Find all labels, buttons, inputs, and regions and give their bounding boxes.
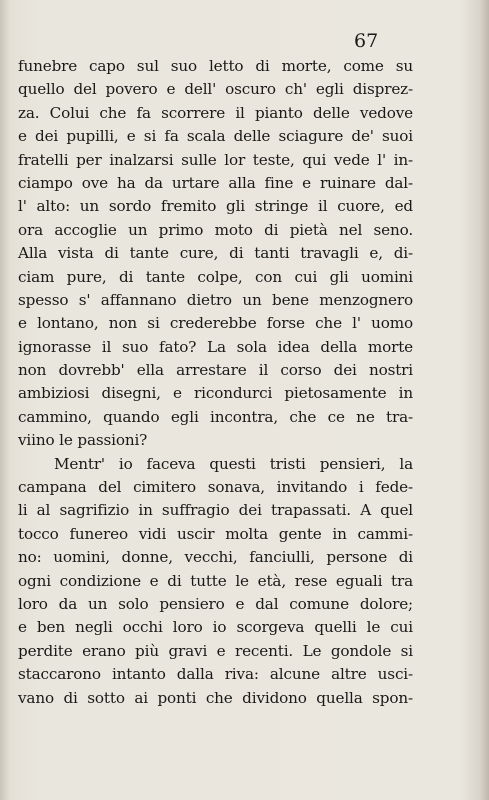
text-line: ambiziosi disegni, e ricondurci pietosamente in xyxy=(18,384,413,403)
page-number: 67 xyxy=(354,30,379,52)
text-line: l' alto: un sordo fremito gli stringe il cuore, ed xyxy=(18,197,413,216)
text-line: loro da un solo pensiero e dal comune dolore; xyxy=(18,594,413,613)
text-line: ignorasse il suo fato? La sola idea della morte xyxy=(18,337,413,356)
paragraph-end-line: viino le passioni? xyxy=(18,431,148,450)
text-line: fratelli per inalzarsi sulle lor teste, qui vede l' in- xyxy=(18,150,413,169)
text-line: vano di sotto ai ponti che dividono quella spon- xyxy=(18,688,413,707)
text-line: li al sagrifizio in suffragio dei trapassati. A quel xyxy=(18,501,413,520)
paragraph-start-line: Mentr' io faceva questi tristi pensieri, la xyxy=(54,454,413,473)
body-text xyxy=(18,55,413,710)
text-line: e ben negli occhi loro io scorgeva quelli le cui xyxy=(18,618,413,637)
text-line: e dei pupilli, e si fa scala delle sciagure de' suoi xyxy=(18,127,413,146)
text-line: ogni condizione e di tutte le età, rese eguali tra xyxy=(18,571,413,590)
text-line: za. Colui che fa scorrere il pianto delle vedove xyxy=(18,103,413,122)
text-line: ciam pure, di tante colpe, con cui gli uomini xyxy=(18,267,413,286)
text-line: tocco funereo vidi uscir molta gente in cammi- xyxy=(18,524,413,543)
text-line: ciampo ove ha da urtare alla fine e ruinare dal- xyxy=(18,173,413,192)
text-line: staccarono intanto dalla riva: alcune altre usci- xyxy=(18,665,413,684)
text-line: quello del povero e dell' oscuro ch' egli disprez- xyxy=(18,80,413,99)
text-line: perdite erano più gravi e recenti. Le gondole si xyxy=(18,641,413,660)
text-line: non dovrebb' ella arrestare il corso dei nostri xyxy=(18,361,413,380)
text-line: e lontano, non si crederebbe forse che l' uomo xyxy=(18,314,413,333)
text-line: funebre capo sul suo letto di morte, come su xyxy=(18,57,413,75)
text-line: Alla vista di tante cure, di tanti travagli e, di- xyxy=(18,244,413,263)
text-line: no: uomini, donne, vecchi, fanciulli, persone di xyxy=(18,548,413,567)
text-line: campana del cimitero sonava, invitando i fede- xyxy=(18,478,413,497)
text-line: spesso s' affannano dietro un bene menzognero xyxy=(18,290,413,309)
text-line: ora accoglie un primo moto di pietà nel seno. xyxy=(18,220,413,239)
text-line: cammino, quando egli incontra, che ce ne tra- xyxy=(18,407,413,426)
